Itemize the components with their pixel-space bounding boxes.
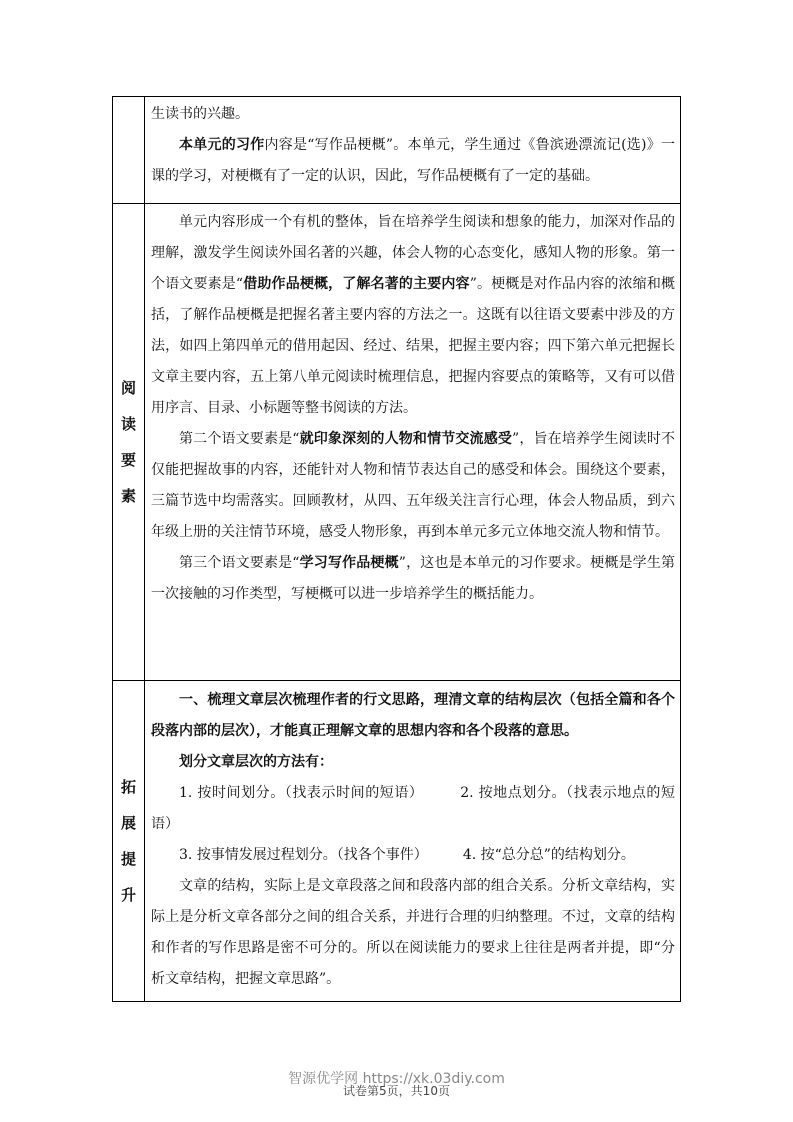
row-1-content [151,99,675,192]
paragraph: 第二个语文要素是“就印象深刻的人物和情节交流感受”，旨在培养学生阅读时不仅能把握故事的内容，还能针对人物和情节表达自己的感受和体会。围绕这个要素，三篇节选中均需落实。回顾教材，从四、五年级关注言行心理，体会人物品质，到六年级上册的关注情节环境，感受人物形象，再到本单元多元立体地交流人物和情节。 [151,431,675,540]
methods-title: 划分文章层次的方法有： [179,754,333,770]
paragraph: 文章的结构，实际上是文章段落之间和段落内部的组合关系。分析文章结构，实际上是分析文章各部分之间的组合关系，并进行合理的归纳整理。不过，文章的结构和作者的写作思路是密不可分的。所以在阅读能力的要求上往往是两者并提，即“分析文章结构，把握文章思路”。 [151,878,675,987]
paragraph: 一、梳理文章层次梳理作者的行文思路，理清文章的结构层次（包括全篇和各个段落内部的层次），才能真正理解文章的思想内容和各个段落的意思。 [151,692,676,739]
row-2-content [151,207,675,610]
paragraph: 生读书的兴趣。 [151,106,249,122]
paragraph: 第三个语文要素是“学习写作品梗概”，这也是本单元的习作要求。梗概是学生第一次接触的习作类型，写梗概可以进一步培养学生的概括能力。 [151,555,675,602]
page-number: 试卷第5页，共10页 [343,1084,450,1098]
watermark: 智源优学网 https://xk.03diy.com [288,1071,505,1087]
method-line: 1. 按时间划分。（找表示时间的短语） 2. 按地点划分。（找表示地点的短语） [151,785,676,832]
row-label-reading-elements: 阅 读 要 素 [120,378,136,505]
page-footer [0,1068,793,1098]
row-divider [113,203,680,204]
row-divider [113,680,680,681]
row-label-extension: 拓 展 提 升 [120,778,136,904]
content-table [112,96,681,1002]
paragraph: 单元内容形成一个有机的整体，旨在培养学生阅读和想象的能力，加深对作品的理解，激发学生阅读外国名著的兴趣，体会人物的心态变化，感知人物的形象。第一个语文要素是“借助作品梗概，了解名著的主要内容”。梗概是对作品内容的浓缩和概括，了解作品梗概是把握名著主要内容的方法之一。这既有以往语文要素中涉及的方法，如四上第四单元的借用起因、经过、结果，把握主要内容；四下第六单元把握长文章主要内容，五上第八单元阅读时梳理信息，把握内容要点的策略等，又有可以借用序言、目录、小标题等整书阅读的方法。 [151,214,675,416]
method-line: 3. 按事情发展过程划分。（找各个事件） 4. 按“总分总”的结构划分。 [179,847,635,863]
column-divider [144,97,145,1001]
paragraph: 本单元的习作内容是“写作品梗概”。本单元，学生通过《鲁滨逊漂流记(选)》一课的学习，对梗概有了一定的认识，因此，写作品梗概有了一定的基础。 [151,137,675,184]
row-3-content [151,685,675,995]
